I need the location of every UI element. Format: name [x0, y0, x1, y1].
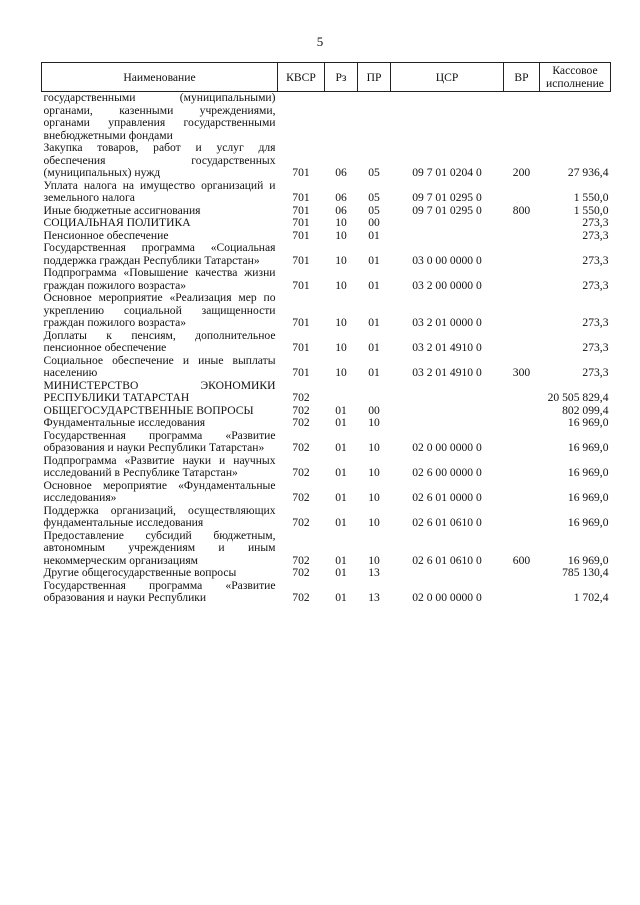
header-rz: Рз: [325, 63, 358, 92]
table-row: [42, 217, 611, 230]
row-kvsr: 702: [292, 491, 310, 504]
row-kvsr: 701: [292, 203, 310, 217]
row-vr: 600: [512, 553, 531, 567]
row-csr: 02 0 00 0000 0: [412, 591, 482, 604]
table-row: [42, 480, 611, 505]
table-row: [42, 242, 611, 267]
table-row: [42, 567, 611, 580]
row-vr: [504, 242, 540, 267]
row-kvsr: 702: [292, 553, 310, 567]
row-amount: 16 969,0: [567, 441, 609, 454]
row-vr: [504, 430, 540, 455]
row-amount: 785 130,4: [562, 566, 609, 579]
row-pr: 01: [368, 228, 380, 242]
table-header-row: [42, 63, 611, 92]
row-amount: 1 550,0: [573, 203, 609, 217]
row-vr: [504, 505, 540, 530]
row-kvsr: 702: [292, 441, 310, 454]
row-csr: [391, 230, 504, 243]
row-csr: 09 7 01 0295 0: [412, 191, 482, 204]
row-rz: [325, 380, 358, 405]
row-amount: 273,3: [582, 341, 609, 354]
row-amount: 802 099,4: [562, 403, 609, 417]
row-rz: 06: [335, 191, 347, 204]
table-row: [42, 430, 611, 455]
row-kvsr: 702: [292, 403, 310, 417]
row-rz: 10: [335, 253, 347, 267]
row-name: Фундаментальные исследования: [43, 416, 206, 429]
row-rz: 01: [335, 553, 347, 567]
row-rz: 10: [335, 278, 347, 292]
table-body: [42, 92, 611, 605]
row-pr: 05: [368, 191, 380, 204]
row-csr: 02 6 01 0610 0: [412, 553, 482, 567]
row-rz: 01: [335, 416, 347, 429]
row-csr: 03 0 00 0000 0: [412, 253, 482, 267]
row-pr: 05: [368, 203, 380, 217]
row-csr: 02 6 01 0610 0: [412, 516, 482, 529]
row-rz: 10: [335, 316, 347, 329]
row-vr: [504, 230, 540, 243]
header-csr: ЦСР: [391, 63, 504, 92]
row-kvsr: 702: [292, 416, 310, 429]
row-amount: 16 969,0: [567, 516, 609, 529]
row-name: Иные бюджетные ассигнования: [43, 203, 201, 217]
row-name: Государственная программа «Развитие образования и науки Республики Татарстан»: [43, 428, 276, 454]
row-csr: [391, 405, 504, 418]
row-csr: 09 7 01 0295 0: [412, 203, 482, 217]
header-vr: ВР: [504, 63, 540, 92]
row-pr: 01: [368, 253, 380, 267]
row-name: Государственная программа «Социальная поддержка граждан Республики Татарстан»: [43, 241, 276, 267]
row-rz: 01: [335, 566, 347, 579]
row-kvsr: 701: [292, 366, 310, 379]
row-rz: [325, 92, 358, 143]
row-pr: 10: [368, 516, 380, 529]
table-row: [42, 92, 611, 143]
row-vr: [504, 217, 540, 230]
row-kvsr: [278, 92, 325, 143]
row-name: Государственная программа «Развитие образования и науки Республики: [43, 578, 276, 604]
row-amount: 20 505 829,4: [547, 391, 609, 404]
row-csr: 09 7 01 0204 0: [412, 166, 482, 179]
row-pr: 01: [368, 366, 380, 379]
row-name: Социальное обеспечение и иные выплаты населению: [43, 353, 276, 379]
row-rz: 01: [335, 403, 347, 417]
table-row: [42, 505, 611, 530]
row-pr: 10: [368, 491, 380, 504]
row-pr: 10: [368, 416, 380, 429]
row-pr: 10: [368, 466, 380, 479]
row-kvsr: 701: [292, 166, 310, 179]
row-kvsr: 702: [292, 391, 310, 404]
row-amount: 273,3: [582, 216, 609, 229]
row-kvsr: 701: [292, 341, 310, 354]
row-amount: 1 702,4: [573, 591, 609, 604]
table-row: [42, 180, 611, 205]
row-csr: 03 2 00 0000 0: [412, 278, 482, 292]
row-kvsr: 702: [292, 516, 310, 529]
row-amount: 27 936,4: [567, 166, 609, 179]
row-kvsr: 702: [292, 466, 310, 479]
row-amount: 16 969,0: [567, 553, 609, 567]
row-kvsr: 701: [292, 228, 310, 242]
table-row: [42, 355, 611, 380]
row-csr: 02 6 00 0000 0: [412, 466, 482, 479]
table-row: [42, 142, 611, 180]
row-amount: 16 969,0: [567, 416, 609, 429]
row-csr: [391, 217, 504, 230]
row-vr: [504, 180, 540, 205]
row-kvsr: 701: [292, 191, 310, 204]
row-vr: [504, 405, 540, 418]
row-rz: 10: [335, 366, 347, 379]
row-vr: [504, 417, 540, 430]
row-amount: 16 969,0: [567, 466, 609, 479]
row-csr: [391, 567, 504, 580]
table-row: [42, 455, 611, 480]
row-vr: [504, 330, 540, 355]
row-amount: 273,3: [582, 366, 609, 379]
row-pr: [358, 92, 391, 143]
row-name: Подпрограмма «Повышение качества жизни граждан пожилого возраста»: [43, 266, 276, 292]
row-csr: 03 2 01 4910 0: [412, 341, 482, 354]
row-pr: 00: [368, 403, 380, 417]
row-amount: 1 550,0: [573, 191, 609, 204]
row-rz: 01: [335, 516, 347, 529]
row-pr: 01: [368, 278, 380, 292]
row-csr: [391, 92, 504, 143]
row-kvsr: 702: [292, 591, 310, 604]
row-csr: [391, 380, 504, 405]
row-rz: 01: [335, 491, 347, 504]
budget-execution-table: [41, 62, 611, 605]
row-pr: 01: [368, 341, 380, 354]
row-vr: [504, 455, 540, 480]
row-pr: 10: [368, 441, 380, 454]
row-rz: 10: [335, 228, 347, 242]
row-name: МИНИСТЕРСТВО ЭКОНОМИКИ РЕСПУБЛИКИ ТАТАРСТАН: [43, 378, 276, 404]
row-name: Поддержка организаций, осуществляющих фундаментальные исследования: [43, 503, 276, 529]
row-amount: 273,3: [582, 253, 609, 267]
header-name: Наименование: [42, 63, 278, 92]
table-row: [42, 530, 611, 568]
row-vr: [504, 380, 540, 405]
row-amount: [540, 92, 611, 143]
table-row: [42, 380, 611, 405]
row-amount: 273,3: [582, 278, 609, 292]
table-row: [42, 417, 611, 430]
table-row: [42, 330, 611, 355]
header-pr: ПР: [358, 63, 391, 92]
row-pr: 10: [368, 553, 380, 567]
row-csr: 03 2 01 4910 0: [412, 366, 482, 379]
row-name: Закупка товаров, работ и услуг для обеспечения государственных (муниципальных) нужд: [43, 141, 276, 179]
row-kvsr: 701: [292, 316, 310, 329]
row-vr: [504, 267, 540, 292]
row-name: Подпрограмма «Развитие науки и научных исследований в Республике Татарстан»: [43, 453, 276, 479]
row-rz: 10: [335, 216, 347, 229]
row-kvsr: 701: [292, 253, 310, 267]
row-name: государственными (муниципальными) органами, казенными учреждениями, органами управления государственными внебюджетными фондами: [43, 91, 276, 142]
row-name: ОБЩЕГОСУДАРСТВЕННЫЕ ВОПРОСЫ: [43, 403, 254, 417]
row-vr: [504, 480, 540, 505]
row-vr: [504, 580, 540, 605]
row-csr: [391, 417, 504, 430]
row-amount: 273,3: [582, 316, 609, 329]
row-rz: 10: [335, 341, 347, 354]
row-name: Уплата налога на имущество организаций и земельного налога: [43, 178, 276, 204]
header-amount: Кассовое исполнение: [540, 63, 611, 92]
row-rz: 06: [335, 203, 347, 217]
row-csr: 03 2 01 0000 0: [412, 316, 482, 329]
row-pr: 01: [368, 316, 380, 329]
row-pr: 13: [368, 591, 380, 604]
row-vr: 800: [512, 203, 531, 217]
header-kvsr: КВСР: [278, 63, 325, 92]
row-name: СОЦИАЛЬНАЯ ПОЛИТИКА: [43, 216, 191, 229]
table-row: [42, 267, 611, 292]
row-kvsr: 702: [292, 566, 310, 579]
row-vr: [504, 92, 540, 143]
row-rz: 06: [335, 166, 347, 179]
row-name: Предоставление субсидий бюджетным, автономным учреждениям и иным некоммерческим организациям: [43, 528, 276, 567]
row-vr: [504, 567, 540, 580]
table-row: [42, 580, 611, 605]
table-row: [42, 292, 611, 330]
row-rz: 01: [335, 466, 347, 479]
row-vr: [504, 292, 540, 330]
row-pr: 05: [368, 166, 380, 179]
row-name: Пенсионное обеспечение: [43, 228, 169, 242]
row-vr: 300: [512, 366, 531, 379]
row-name: Другие общегосударственные вопросы: [43, 566, 237, 579]
row-kvsr: 701: [292, 216, 310, 229]
row-amount: 16 969,0: [567, 491, 609, 504]
row-rz: 01: [335, 591, 347, 604]
row-kvsr: 701: [292, 278, 310, 292]
row-rz: 01: [335, 441, 347, 454]
row-csr: 02 0 00 0000 0: [412, 441, 482, 454]
row-pr: 13: [368, 566, 380, 579]
row-pr: 00: [368, 216, 380, 229]
row-csr: 02 6 01 0000 0: [412, 491, 482, 504]
row-name: Основное мероприятие «Фундаментальные исследования»: [43, 478, 276, 504]
page-number: 5: [316, 34, 324, 49]
row-name: Основное мероприятие «Реализация мер по укреплению социальной защищенности граждан пожилого возраста»: [43, 291, 276, 329]
row-amount: 273,3: [582, 228, 609, 242]
row-vr: 200: [512, 166, 531, 179]
row-name: Доплаты к пенсиям, дополнительное пенсионное обеспечение: [43, 328, 276, 354]
row-pr: [358, 380, 391, 405]
